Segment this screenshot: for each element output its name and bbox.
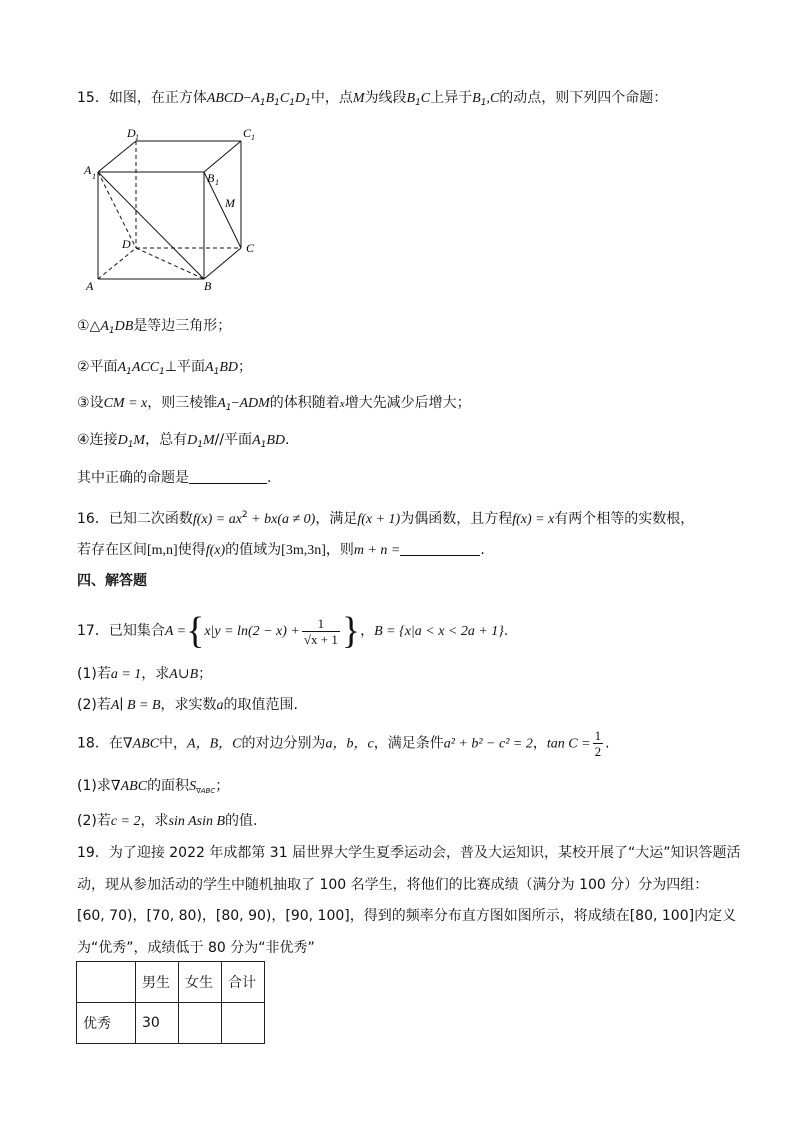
table-cell: 男生 [136,962,179,1003]
q15-statement-2: ②平面$A_1ACC_1\perp$平面$A_1BD$； [77,359,253,377]
q16-line-2: 若存在区间[m,n]使得f(x)的值域为[3m,3n]，则m + n = . [77,542,485,558]
answer-blank [189,469,267,484]
q17-part-1: (1)若a = 1，求A∪B； [77,666,213,682]
label-m: M [225,196,235,210]
label-d: D [122,237,131,251]
table-cell [77,962,136,1003]
q17-part-2: (2)若A∣ B = B，求实数a的取值范围. [77,697,298,713]
table-cell: 30 [136,1003,179,1044]
q15-statement-3: ③设CM = x，则三棱锥$A_1-ADM$的体积随着x增大先减少后增大； [77,395,471,413]
q19-line-2: 动，现从参加活动的学生中随机抽取了 100 名学生，将他们的比赛成绩（满分为 100 分）分为四组： [77,877,709,893]
label-c1: C [243,126,252,140]
q16-line-1: 16．已知二次函数$f(x) = ax^2 + bx(a \ne 0)$，满足f(x + 1)为偶函数，且方程f(x) = x有两个相等的实数根， [77,510,695,527]
table-cell [222,1003,265,1044]
q18-part-2: (2)若c = 2，求sin Asin B的值. [77,813,258,829]
table-cell: 女生 [179,962,222,1003]
label-a1: A [84,163,92,177]
q19-table [76,961,265,1044]
section-heading: 四、解答题 [77,573,147,589]
q15-statement-4: ④连接$D_1M$，总有$D_1M//$平面$A_1BD$. [77,432,290,450]
q19-line-1: 19．为了迎接 2022 年成都第 31 届世界大学生夏季运动会，普及大运知识，某校开展了“大运”知识答题活 [77,845,741,861]
q15-statement-1: $①\triangle A_1DB$是等边三角形； [77,318,232,336]
label-a: A [86,279,94,293]
q15-intro: 15．如图，在正方体$ABCD-A_1B_1C_1D_1$中，点M为线段$B_1C$上异于$B_1,C$的动点，则下列四个命题： [77,90,668,108]
table-header-row [77,962,265,1003]
q17-line-1: 17．已知集合A ={x|y = ln(2 − x) + $\frac{1}{√x + 1}$ }，B = {x|a < x < 2a + 1}. [77,610,509,652]
table-cell: 合计 [222,962,265,1003]
label-c1-sub: 1 [251,133,255,142]
q19-line-3: [60, 70)，[70, 80)，[80, 90)，[90, 100]，得到的频率分布直方图如图所示，将成绩在[80, 100]内定义 [77,908,737,924]
q15-question: 其中正确的命题是 . [77,470,272,486]
label-a1-sub: 1 [92,172,96,181]
answer-blank [400,541,480,556]
label-c: C [246,241,255,255]
label-b: B [204,279,212,293]
cube-figure [80,124,270,296]
label-d1-sub: 1 [135,133,139,142]
q19-line-4: 为“优秀”，成绩低于 80 分为“非优秀” [77,940,315,956]
q18-line-1: 18．在∇ABC中，A，B，C的对边分别为a，b，c，满足条件a² + b² − c² = 2，tan C = $\frac{1}{2}$ . [77,728,610,759]
q18-part-1: (1)求∇ABC的面积$S_{\nabla ABC}$； [77,778,230,795]
label-d1: D [127,126,136,140]
table-row [77,1003,265,1044]
table-cell [179,1003,222,1044]
label-b1-sub: 1 [215,178,219,187]
label-b1: B [207,171,215,185]
table-cell: 优秀 [77,1003,136,1044]
